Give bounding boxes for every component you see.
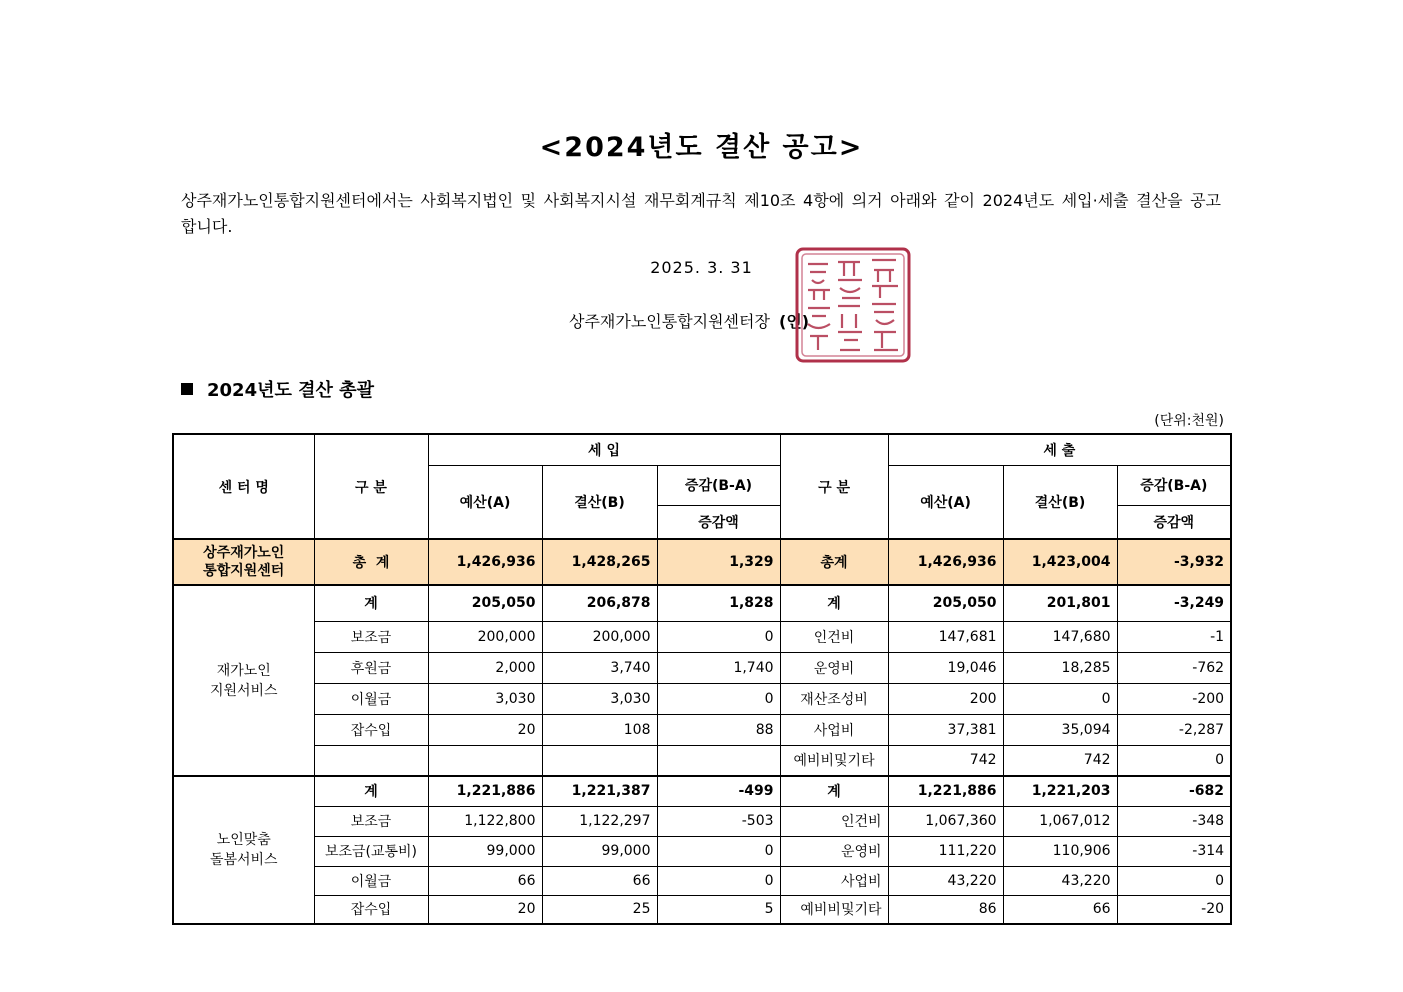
- total-exp-settle: 1,423,004: [1003, 539, 1117, 585]
- table-row: [173, 776, 1231, 806]
- group-name-line: 재가노인: [216, 662, 271, 679]
- cell-exp-settle: 35,094: [1003, 714, 1117, 745]
- page-title: <2024년도 결산 공고>: [539, 132, 864, 163]
- cell-exp-budget: 1,221,886: [888, 776, 1003, 806]
- intro-paragraph: 상주재가노인통합지원센터에서는 사회복지법인 및 사회복지시설 재무회계규칙 제10조 4항에 의거 아래와 같이 2024년도 세입·세출 결산을 공고합니다.: [181, 191, 1221, 236]
- total-exp-diff: -3,932: [1117, 539, 1231, 585]
- cell-exp-diff: 0: [1117, 866, 1231, 895]
- cell-exp-settle: 201,801: [1003, 585, 1117, 621]
- cell-exp-label: 운영비: [780, 836, 888, 866]
- group-name-line: 노인맞춤: [216, 832, 271, 848]
- table-row: [173, 585, 1231, 621]
- cell-exp-diff: -1: [1117, 621, 1231, 652]
- cell-rev-diff: 5: [657, 895, 780, 924]
- cell-rev-diff: 0: [657, 866, 780, 895]
- cell-rev-diff: 0: [657, 621, 780, 652]
- cell-exp-diff: -3,249: [1117, 585, 1231, 621]
- header-exp-change-amount: 증감액: [1117, 505, 1231, 539]
- cell-rev-budget: [428, 745, 542, 776]
- cell-rev-budget: 66: [428, 866, 542, 895]
- cell-rev-diff: -503: [657, 806, 780, 836]
- cell-exp-label: 예비비및기타: [780, 745, 888, 776]
- cell-exp-settle: 1,221,203: [1003, 776, 1117, 806]
- table-row: [173, 866, 1231, 895]
- header-exp-budget: 예산(A): [888, 465, 1003, 539]
- section-title: [181, 376, 374, 402]
- total-rev-settle: 1,428,265: [542, 539, 657, 585]
- cell-exp-label: 사업비: [780, 714, 888, 745]
- cell-exp-diff: -348: [1117, 806, 1231, 836]
- cell-rev-diff: 0: [657, 683, 780, 714]
- cell-rev-label: 후원금: [314, 652, 428, 683]
- cell-exp-budget: 742: [888, 745, 1003, 776]
- cell-rev-label: 보조금: [314, 806, 428, 836]
- cell-exp-label: 예비비및기타: [780, 895, 888, 924]
- group-name-line: 지원서비스: [209, 682, 278, 699]
- total-rev-diff: 1,329: [657, 539, 780, 585]
- cell-exp-budget: 43,220: [888, 866, 1003, 895]
- cell-exp-settle: 147,680: [1003, 621, 1117, 652]
- settlement-summary-table: [172, 433, 1232, 925]
- notice-date: 2025. 3. 31: [650, 258, 753, 277]
- cell-rev-diff: 1,828: [657, 585, 780, 621]
- total-rev-budget: 1,426,936: [428, 539, 542, 585]
- cell-exp-budget: 205,050: [888, 585, 1003, 621]
- cell-exp-settle: 742: [1003, 745, 1117, 776]
- section-title-text: 2024년도 결산 총괄: [207, 380, 374, 401]
- cell-rev-settle: 25: [542, 895, 657, 924]
- cell-rev-label: 잡수입: [314, 895, 428, 924]
- cell-exp-label: 계: [780, 776, 888, 806]
- table-row: [173, 806, 1231, 836]
- table-row: [173, 714, 1231, 745]
- center-name-cell: [173, 539, 314, 585]
- header-exp-change: 증감(B-A): [1117, 465, 1231, 505]
- center-name-line1: 상주재가노인: [203, 545, 285, 561]
- cell-rev-settle: 200,000: [542, 621, 657, 652]
- header-revenue: 세 입: [428, 434, 780, 465]
- group-name: [173, 585, 314, 776]
- seal-mark: (인): [779, 312, 810, 331]
- cell-rev-label: 보조금: [314, 621, 428, 652]
- cell-rev-budget: 99,000: [428, 836, 542, 866]
- cell-rev-label: 이월금: [314, 866, 428, 895]
- cell-rev-settle: 206,878: [542, 585, 657, 621]
- cell-exp-label: 계: [780, 585, 888, 621]
- total-exp-budget: 1,426,936: [888, 539, 1003, 585]
- cell-rev-budget: 20: [428, 895, 542, 924]
- cell-exp-diff: -314: [1117, 836, 1231, 866]
- cell-rev-settle: 66: [542, 866, 657, 895]
- cell-exp-diff: -200: [1117, 683, 1231, 714]
- cell-exp-diff: -762: [1117, 652, 1231, 683]
- square-bullet-icon: [181, 383, 193, 395]
- unit-label: (단위:천원): [1154, 413, 1224, 429]
- cell-exp-settle: 43,220: [1003, 866, 1117, 895]
- cell-rev-label: 계: [314, 585, 428, 621]
- cell-exp-settle: 1,067,012: [1003, 806, 1117, 836]
- cell-exp-label: 인건비: [780, 621, 888, 652]
- cell-rev-settle: 1,221,387: [542, 776, 657, 806]
- cell-rev-label: 계: [314, 776, 428, 806]
- cell-exp-diff: -20: [1117, 895, 1231, 924]
- header-center-name: 센 터 명: [173, 434, 314, 539]
- header-exp-settlement: 결산(B): [1003, 465, 1117, 539]
- cell-exp-diff: -2,287: [1117, 714, 1231, 745]
- table-row: [173, 652, 1231, 683]
- cell-exp-budget: 37,381: [888, 714, 1003, 745]
- cell-rev-settle: 1,122,297: [542, 806, 657, 836]
- total-rev-label: 총 계: [314, 539, 428, 585]
- cell-rev-budget: 205,050: [428, 585, 542, 621]
- cell-exp-diff: 0: [1117, 745, 1231, 776]
- cell-rev-settle: [542, 745, 657, 776]
- cell-exp-budget: 111,220: [888, 836, 1003, 866]
- cell-rev-budget: 200,000: [428, 621, 542, 652]
- table-row: [173, 895, 1231, 924]
- header-rev-change-amount: 증감액: [657, 505, 780, 539]
- cell-exp-settle: 110,906: [1003, 836, 1117, 866]
- cell-rev-settle: 3,740: [542, 652, 657, 683]
- cell-rev-diff: 1,740: [657, 652, 780, 683]
- table-row: [173, 621, 1231, 652]
- cell-exp-label: 인건비: [780, 806, 888, 836]
- header-rev-budget: 예산(A): [428, 465, 542, 539]
- cell-rev-label: 이월금: [314, 683, 428, 714]
- cell-exp-budget: 86: [888, 895, 1003, 924]
- cell-rev-label: 보조금(교통비): [314, 836, 428, 866]
- cell-rev-label: 잡수입: [314, 714, 428, 745]
- cell-exp-label: 재산조성비: [780, 683, 888, 714]
- official-seal-icon: [794, 246, 912, 364]
- cell-rev-budget: 3,030: [428, 683, 542, 714]
- header-rev-change: 증감(B-A): [657, 465, 780, 505]
- cell-rev-diff: -499: [657, 776, 780, 806]
- cell-rev-settle: 108: [542, 714, 657, 745]
- signer-name: 상주재가노인통합지원센터장: [569, 312, 770, 331]
- table-row: [173, 683, 1231, 714]
- cell-rev-label: [314, 745, 428, 776]
- total-row: [173, 539, 1231, 585]
- cell-rev-budget: 20: [428, 714, 542, 745]
- signer-line: [569, 309, 809, 332]
- cell-exp-label: 운영비: [780, 652, 888, 683]
- cell-rev-diff: 88: [657, 714, 780, 745]
- cell-exp-budget: 200: [888, 683, 1003, 714]
- table-row: [173, 836, 1231, 866]
- cell-exp-budget: 19,046: [888, 652, 1003, 683]
- header-expenditure: 세 출: [888, 434, 1231, 465]
- header-rev-settlement: 결산(B): [542, 465, 657, 539]
- cell-rev-budget: 2,000: [428, 652, 542, 683]
- center-name-line2: 통합지원센터: [203, 563, 285, 579]
- total-exp-label: 총계: [780, 539, 888, 585]
- cell-rev-diff: 0: [657, 836, 780, 866]
- cell-rev-diff: [657, 745, 780, 776]
- table-row: [173, 745, 1231, 776]
- cell-rev-settle: 99,000: [542, 836, 657, 866]
- cell-exp-budget: 147,681: [888, 621, 1003, 652]
- group-name: [173, 776, 314, 924]
- cell-exp-settle: 66: [1003, 895, 1117, 924]
- cell-exp-diff: -682: [1117, 776, 1231, 806]
- cell-exp-settle: 18,285: [1003, 652, 1117, 683]
- cell-exp-budget: 1,067,360: [888, 806, 1003, 836]
- cell-exp-settle: 0: [1003, 683, 1117, 714]
- header-exp-category: 구 분: [780, 434, 888, 539]
- cell-exp-label: 사업비: [780, 866, 888, 895]
- group-name-line: 돌봄서비스: [209, 852, 278, 868]
- header-rev-category: 구 분: [314, 434, 428, 539]
- cell-rev-budget: 1,221,886: [428, 776, 542, 806]
- cell-rev-settle: 3,030: [542, 683, 657, 714]
- cell-rev-budget: 1,122,800: [428, 806, 542, 836]
